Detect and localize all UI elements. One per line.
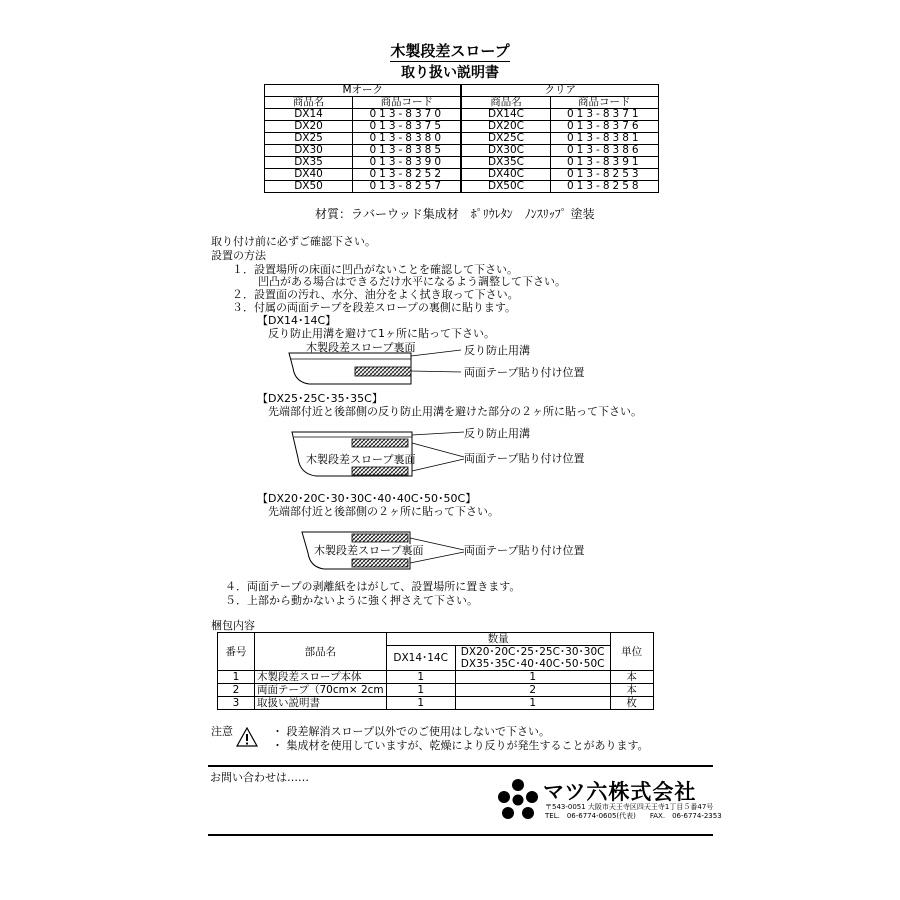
section-heading: 設置の方法: [211, 249, 266, 262]
table-cell: 013-8391: [550, 157, 658, 169]
underside-label: 木製段差スロープ裏面: [306, 453, 416, 466]
table-header-row: [218, 633, 654, 646]
step-4: ４．両面テープの剥離紙をはがして、設置場所に置きます。: [225, 580, 521, 593]
tape-position-label: 両面テープ貼り付け位置: [464, 452, 585, 465]
table-cell: 1: [386, 671, 455, 684]
groove-label: 反り防止用溝: [464, 344, 530, 357]
warning-icon: [236, 727, 258, 747]
table-cell: 木製段差スロープ本体: [255, 671, 387, 684]
group-a-text: 反り防止用溝を避けて1ヶ所に貼って下さい。: [268, 327, 495, 340]
table-cell: 013-8375: [353, 121, 462, 133]
table-cell: 013-8380: [353, 133, 462, 145]
divider: [208, 765, 713, 767]
table-cell: 013-8253: [550, 169, 658, 181]
table-row: [218, 684, 654, 697]
table-cell: 013-8386: [550, 145, 658, 157]
step-1-detail: 凹凸がある場合はできるだけ水平になるよう調整して下さい。: [258, 275, 566, 288]
caution-line-1: ・ 段差解消スロープ以外でのご使用はしないで下さい。: [272, 725, 550, 738]
step-1: １．設置場所の床面に凹凸がないことを確認して下さい。: [232, 263, 518, 276]
column-header: DX35･35C･40･40C･50･50C: [455, 658, 610, 671]
table-cell: 013-8257: [353, 181, 462, 193]
table-cell: 013-8371: [550, 109, 658, 121]
precheck-note: 取り付け前に必ずご確認下さい。: [211, 235, 376, 248]
groove-label: 反り防止用溝: [464, 427, 530, 440]
table-cell: 枚: [610, 697, 653, 710]
table-cell: 2: [455, 684, 610, 697]
group-a-title: 【DX14･14C】: [257, 314, 337, 327]
company-address: 〒543-0051 大阪市天王寺区四天王寺1丁目５番47号: [545, 803, 714, 811]
group-b-text: 先端部付近と後部側の反り防止用溝を避けた部分の２ヶ所に貼って下さい。: [268, 405, 642, 418]
table-cell: 1: [455, 697, 610, 710]
column-header: 数量: [386, 633, 610, 646]
step-5: ５．上部から動かないように強く押さえて下さい。: [225, 594, 478, 607]
divider: [208, 834, 713, 836]
tape-position-label: 両面テープ貼り付け位置: [464, 366, 585, 379]
table-cell: 両面テープ（70cm× 2cm: [255, 684, 387, 697]
table-cell: 013-8370: [353, 109, 462, 121]
column-header: 部品名: [255, 633, 387, 671]
table-cell: 本: [610, 684, 653, 697]
table-row: [265, 157, 659, 169]
group-left-header: Mオーク: [265, 85, 462, 97]
table-cell: 1: [455, 671, 610, 684]
tape-position-label: 両面テープ貼り付け位置: [464, 544, 585, 557]
table-cell: 013-8258: [550, 181, 658, 193]
table-cell: DX20C: [461, 121, 550, 133]
table-cell: DX40: [265, 169, 353, 181]
document-subtitle: 取り扱い説明書: [401, 65, 499, 81]
table-row: [265, 121, 659, 133]
table-cell: 本: [610, 671, 653, 684]
table-cell: 2: [218, 684, 255, 697]
table-row: [265, 145, 659, 157]
column-header: DX14･14C: [386, 646, 455, 671]
contact-label: お問い合わせは……: [210, 771, 309, 784]
column-header: 番号: [218, 633, 255, 671]
table-cell: 1: [386, 697, 455, 710]
company-name: マツ六株式会社: [543, 780, 697, 804]
table-cell: DX25C: [461, 133, 550, 145]
table-row: [265, 133, 659, 145]
table-cell: DX14: [265, 109, 353, 121]
company-logo: [496, 778, 540, 822]
column-header: 商品コード: [550, 97, 658, 109]
column-header: 単位: [610, 633, 653, 671]
table-cell: 3: [218, 697, 255, 710]
table-cell: DX30: [265, 145, 353, 157]
group-right-header: クリア: [461, 85, 658, 97]
table-cell: DX14C: [461, 109, 550, 121]
material-note: 材質：ラバーウッド集成材 ﾎﾟﾘｳﾚﾀﾝ ﾉﾝｽﾘｯﾌﾟ 塗装: [315, 207, 595, 221]
table-row: [265, 169, 659, 181]
table-row: [218, 671, 654, 684]
table-cell: DX35C: [461, 157, 550, 169]
product-code-table: [264, 84, 659, 193]
package-heading: 梱包内容: [211, 619, 255, 632]
table-row: [265, 181, 659, 193]
table-cell: 取扱い説明書: [255, 697, 387, 710]
company-phone-fax: TEL. 06-6774-0605(代表) FAX. 06-6774-2353: [545, 812, 722, 820]
underside-label: 木製段差スロープ裏面: [314, 544, 424, 557]
group-b-title: 【DX25･25C･35･35C】: [257, 392, 383, 405]
table-cell: DX50: [265, 181, 353, 193]
caution-line-2: ・ 集成材を使用していますが、乾燥により反りが発生することがあります。: [272, 739, 649, 752]
table-cell: 1: [218, 671, 255, 684]
group-c-text: 先端部付近と後部側の２ヶ所に貼って下さい。: [268, 505, 499, 518]
step-3: ３．付属の両面テープを段差スロープの裏側に貼ります。: [232, 301, 517, 314]
package-table: [217, 632, 654, 710]
table-cell: DX40C: [461, 169, 550, 181]
group-c-title: 【DX20･20C･30･30C･40･40C･50･50C】: [257, 492, 477, 505]
table-cell: DX30C: [461, 145, 550, 157]
table-cell: 013-8390: [353, 157, 462, 169]
document-title: 木製段差スロープ: [390, 42, 510, 60]
column-header: DX20･20C･25･25C･30･30C: [455, 646, 610, 659]
table-cell: 013-8385: [353, 145, 462, 157]
table-row: [218, 697, 654, 710]
table-header-row: [265, 97, 659, 109]
table-cell: 013-8252: [353, 169, 462, 181]
column-header: 商品名: [461, 97, 550, 109]
table-cell: DX20: [265, 121, 353, 133]
table-cell: DX35: [265, 157, 353, 169]
step-2: ２．設置面の汚れ、水分、油分をよく拭き取って下さい。: [232, 288, 519, 301]
table-cell: 013-8376: [550, 121, 658, 133]
column-header: 商品名: [265, 97, 353, 109]
underside-label: 木製段差スロープ裏面: [306, 341, 416, 354]
table-row: [265, 109, 659, 121]
table-header-row: [265, 85, 659, 97]
table-cell: 1: [386, 684, 455, 697]
table-cell: DX50C: [461, 181, 550, 193]
column-header: 商品コード: [353, 97, 462, 109]
caution-label: 注意: [211, 725, 233, 738]
table-cell: DX25: [265, 133, 353, 145]
table-cell: 013-8381: [550, 133, 658, 145]
